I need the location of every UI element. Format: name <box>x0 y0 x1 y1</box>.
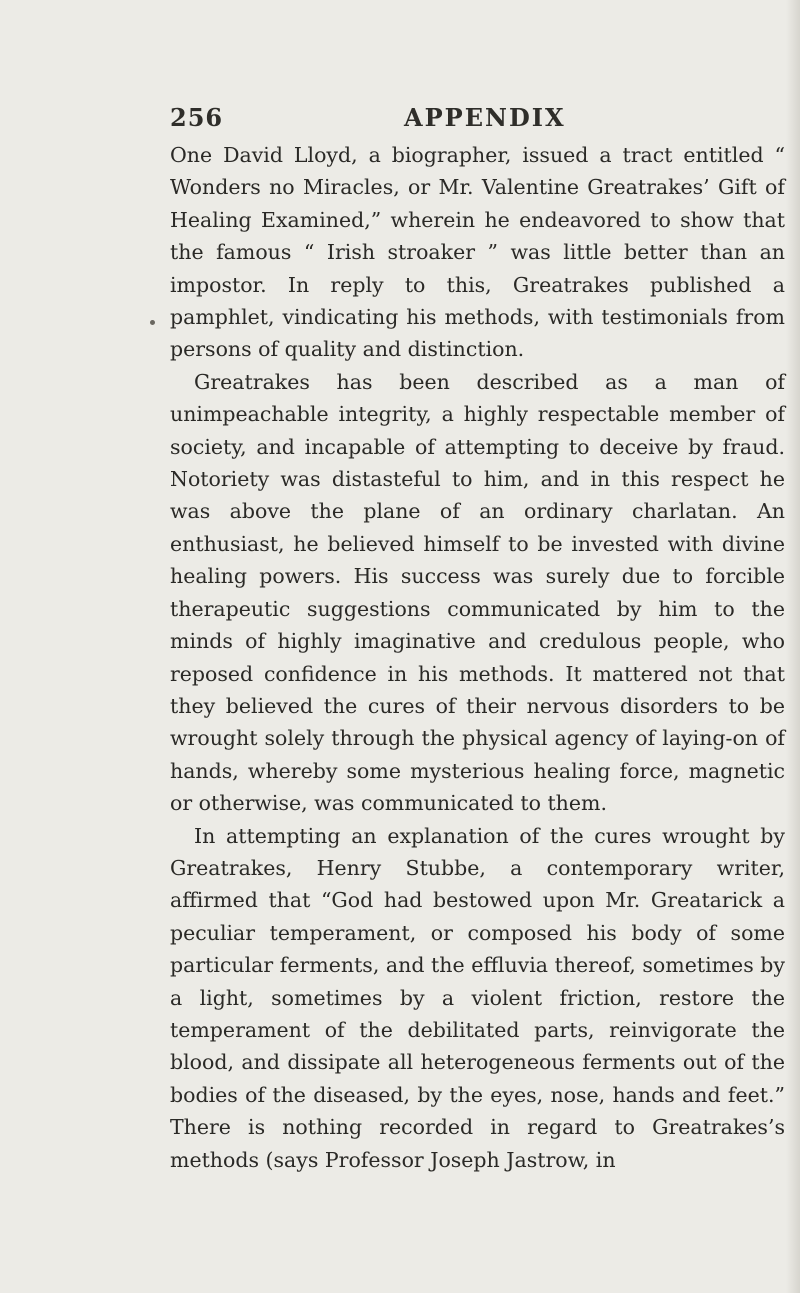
running-title: APPENDIX <box>404 103 566 132</box>
body-text <box>170 139 785 1176</box>
margin-speck <box>150 320 155 325</box>
paragraph-greatrakes-character: Greatrakes has been described as a man of unimpeachable integrity, a highly respectable member of society, and incapable of attempting to deceive by fraud. Notoriety was distasteful to him, and in this respect he was above the plane of an ordinary charlatan. An enthusiast, he believed himself to be invested with divine healing powers. His success was surely due to forcible therapeutic suggestions communicated by him to the minds of highly imaginative and credulous people, who reposed confidence in his methods. It mattered not that they believed the cures of their nervous disorders to be wrought solely through the physical agency of laying-on of hands, whereby some mysterious healing force, magnetic or otherwise, was communicated to them. <box>170 369 785 816</box>
page-number: 256 <box>170 103 224 132</box>
paragraph-lloyd-tract: One David Lloyd, a biographer, issued a tract entitled “ Wonders no Miracles, or Mr. Valentine Greatrakes’ Gift of Healing Examined,” wherein he endeavored to show that the famous “ Irish stroaker ” was little better than an impostor. In reply to this, Greatrakes published a pamphlet, vindicating his methods, with testimonials from persons of quality and distinction. <box>170 143 785 362</box>
paragraph-stubbe-explanation: In attempting an explanation of the cures wrought by Greatrakes, Henry Stubbe, a contemporary writer, affirmed that “God had bestowed upon Mr. Greatarick a peculiar temperament, or composed his body of some particular ferments, and the effluvia thereof, sometimes by a light, sometimes by a violent friction, restore the temperament of the debilitated parts, reinvigorate the blood, and dissipate all heterogeneous ferments out of the bodies of the diseased, by the eyes, nose, hands and feet.” There is nothing recorded in regard to Greatrakes’s methods (says Professor Joseph Jastrow, in <box>170 823 785 1172</box>
running-head <box>170 103 790 137</box>
page-edge-shadow <box>786 0 800 1293</box>
